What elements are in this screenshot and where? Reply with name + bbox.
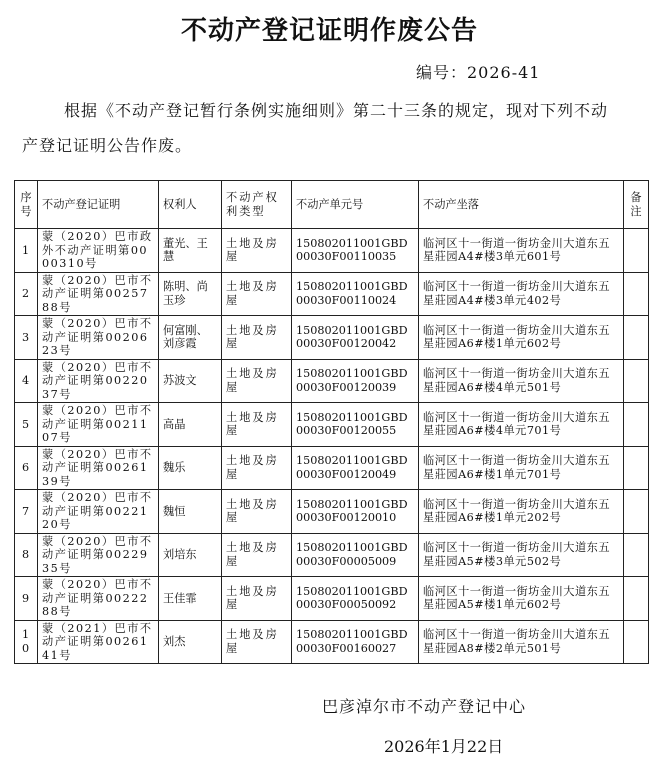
cell-no: 7 (15, 490, 38, 534)
cell-type: 土地及房屋 (222, 620, 292, 664)
cell-cert: 蒙（2020）巴市政外不动产证明第0000310号 (38, 229, 159, 273)
header-note: 备注 (624, 181, 649, 229)
cell-cert: 蒙（2020）巴市不动产证明第0022288号 (38, 577, 159, 621)
page-title: 不动产登记证明作废公告 (180, 16, 478, 46)
cell-cert: 蒙（2020）巴市不动产证明第0022037号 (38, 359, 159, 403)
cell-note (624, 272, 649, 316)
cell-note (624, 403, 649, 447)
table-row (15, 620, 649, 664)
cell-no: 8 (15, 533, 38, 577)
cell-type: 土地及房屋 (222, 316, 292, 360)
issuer: 巴彦淖尔市不动产登记中心 (322, 697, 527, 716)
cell-cert: 蒙（2020）巴市不动产证明第0022120号 (38, 490, 159, 534)
cell-unit: 150802011001GBD00030F00050092 (292, 577, 419, 621)
cell-location: 临河区十一街道一街坊金川大道东五星莊园A6#楼1单元701号 (419, 446, 624, 490)
cell-cert: 蒙（2020）巴市不动产证明第0020623号 (38, 316, 159, 360)
cell-unit: 150802011001GBD00030F00120049 (292, 446, 419, 490)
cell-type: 土地及房屋 (222, 272, 292, 316)
cell-location: 临河区十一街道一街坊金川大道东五星莊园A4#楼3单元601号 (419, 229, 624, 273)
table-body (15, 229, 649, 664)
table-row (15, 229, 649, 273)
cell-location: 临河区十一街道一街坊金川大道东五星莊园A8#楼2单元501号 (419, 620, 624, 664)
cell-holder: 高晶 (159, 403, 222, 447)
table-row (15, 533, 649, 577)
cell-note (624, 533, 649, 577)
cell-location: 临河区十一街道一街坊金川大道东五星莊园A6#楼1单元602号 (419, 316, 624, 360)
cell-type: 土地及房屋 (222, 490, 292, 534)
cell-cert: 蒙（2020）巴市不动产证明第0021107号 (38, 403, 159, 447)
issue-date: 2026年1月22日 (384, 737, 504, 756)
cell-cert: 蒙（2020）巴市不动产证明第0025788号 (38, 272, 159, 316)
cell-no: 9 (15, 577, 38, 621)
table-row (15, 490, 649, 534)
cell-type: 土地及房屋 (222, 229, 292, 273)
header-type: 不动产权利类型 (222, 181, 292, 229)
cell-cert: 蒙（2020）巴市不动产证明第0022935号 (38, 533, 159, 577)
cell-cert: 蒙（2020）巴市不动产证明第0026139号 (38, 446, 159, 490)
cell-location: 临河区十一街道一街坊金川大道东五星莊园A6#楼4单元501号 (419, 359, 624, 403)
table-row (15, 446, 649, 490)
cell-no: 6 (15, 446, 38, 490)
cell-note (624, 316, 649, 360)
document-number: 编号：2026-41 (416, 63, 541, 82)
cell-type: 土地及房屋 (222, 359, 292, 403)
cell-unit: 150802011001GBD00030F00120039 (292, 359, 419, 403)
cell-location: 临河区十一街道一街坊金川大道东五星莊园A6#楼1单元202号 (419, 490, 624, 534)
cell-unit: 150802011001GBD00030F00110035 (292, 229, 419, 273)
cell-location: 临河区十一街道一街坊金川大道东五星莊园A5#楼3单元502号 (419, 533, 624, 577)
cell-unit: 150802011001GBD00030F00110024 (292, 272, 419, 316)
cell-location: 临河区十一街道一街坊金川大道东五星莊园A4#楼3单元402号 (419, 272, 624, 316)
cell-note (624, 359, 649, 403)
cell-no: 2 (15, 272, 38, 316)
table-row (15, 577, 649, 621)
header-unit: 不动产单元号 (292, 181, 419, 229)
cell-no: 4 (15, 359, 38, 403)
cell-unit: 150802011001GBD00030F00005009 (292, 533, 419, 577)
cell-holder: 董光、王慧 (159, 229, 222, 273)
cell-note (624, 620, 649, 664)
intro-paragraph: 根据《不动产登记暂行条例实施细则》第二十三条的规定，现对下列不动产登记证明公告作废。 (22, 101, 609, 155)
cell-holder: 魏乐 (159, 446, 222, 490)
cell-unit: 150802011001GBD00030F00120055 (292, 403, 419, 447)
cell-location: 临河区十一街道一街坊金川大道东五星莊园A5#楼1单元602号 (419, 577, 624, 621)
cell-unit: 150802011001GBD00030F00120010 (292, 490, 419, 534)
table-header-row (15, 181, 649, 229)
cell-type: 土地及房屋 (222, 577, 292, 621)
header-location: 不动产坐落 (419, 181, 624, 229)
cell-holder: 何富刚、刘彦霞 (159, 316, 222, 360)
cell-location: 临河区十一街道一街坊金川大道东五星莊园A6#楼4单元701号 (419, 403, 624, 447)
cell-holder: 刘培东 (159, 533, 222, 577)
cell-no: 3 (15, 316, 38, 360)
cell-no: 1 (15, 229, 38, 273)
cell-type: 土地及房屋 (222, 446, 292, 490)
header-no: 序号 (15, 181, 38, 229)
cell-unit: 150802011001GBD00030F00120042 (292, 316, 419, 360)
table-row (15, 403, 649, 447)
header-cert: 不动产登记证明 (38, 181, 159, 229)
cell-note (624, 577, 649, 621)
header-holder: 权利人 (159, 181, 222, 229)
cell-holder: 王佳霏 (159, 577, 222, 621)
cell-no: 10 (15, 620, 38, 664)
cell-cert: 蒙（2021）巴市不动产证明第0026141号 (38, 620, 159, 664)
cell-type: 土地及房屋 (222, 403, 292, 447)
table-row (15, 272, 649, 316)
table-row (15, 359, 649, 403)
cell-no: 5 (15, 403, 38, 447)
cell-note (624, 446, 649, 490)
table-row (15, 316, 649, 360)
cell-note (624, 229, 649, 273)
cell-holder: 魏恒 (159, 490, 222, 534)
cell-holder: 刘杰 (159, 620, 222, 664)
cell-type: 土地及房屋 (222, 533, 292, 577)
cell-holder: 陈明、尚玉珍 (159, 272, 222, 316)
cell-note (624, 490, 649, 534)
cell-holder: 苏波文 (159, 359, 222, 403)
cell-unit: 150802011001GBD00030F00160027 (292, 620, 419, 664)
certificate-table (14, 180, 649, 664)
